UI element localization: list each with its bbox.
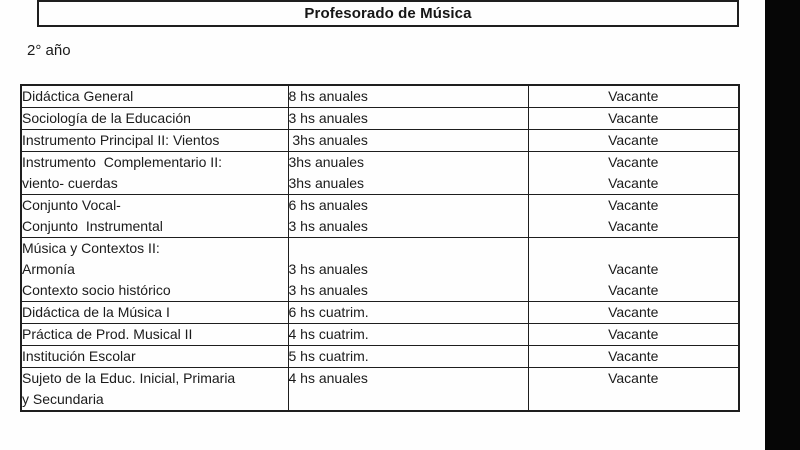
- year-label: 2° año: [27, 42, 71, 59]
- hours-cell: [288, 302, 528, 324]
- cell-line: 3 hs anuales: [288, 261, 368, 277]
- cell-line: Didáctica de la Música I: [22, 304, 170, 320]
- cell-line: 8 hs anuales: [288, 88, 368, 104]
- cell-line: 4 hs cuatrim.: [288, 326, 369, 342]
- cell-line: Vacante: [608, 261, 659, 277]
- status-cell: [528, 108, 739, 130]
- document-title-box: [37, 0, 739, 27]
- hours-cell: [288, 130, 528, 152]
- page-title: Profesorado de Música: [304, 5, 472, 22]
- cell-line: Vacante: [608, 282, 659, 298]
- status-cell: [528, 302, 739, 324]
- cell-line: Contexto socio histórico: [22, 282, 171, 298]
- hours-cell: [288, 368, 528, 412]
- cell-line: 3 hs anuales: [288, 218, 368, 234]
- status-cell: [528, 152, 739, 195]
- cell-line: Armonía: [22, 261, 75, 277]
- table-row: [21, 130, 739, 152]
- cell-line: [289, 238, 528, 259]
- cell-line: 5 hs cuatrim.: [288, 348, 369, 364]
- cell-line: Conjunto Vocal-: [22, 197, 121, 213]
- subject-cell: [21, 85, 288, 108]
- status-cell: [528, 368, 739, 412]
- cell-line: Vacante: [608, 88, 659, 104]
- cell-line: Vacante: [608, 326, 659, 342]
- cell-line: Vacante: [608, 370, 659, 386]
- cell-line: 4 hs anuales: [288, 370, 368, 386]
- hours-cell: [288, 85, 528, 108]
- cell-line: Práctica de Prod. Musical II: [22, 326, 193, 342]
- table-row: [21, 195, 739, 238]
- cell-line: Instrumento Principal II: Vientos: [22, 132, 220, 148]
- status-cell: [528, 346, 739, 368]
- course-schedule-table: [20, 84, 740, 412]
- right-black-strip: [765, 0, 800, 450]
- cell-line: Música y Contextos II:: [22, 240, 160, 256]
- cell-line: 3 hs anuales: [288, 282, 368, 298]
- subject-cell: [21, 130, 288, 152]
- table-row: [21, 302, 739, 324]
- cell-line: Didáctica General: [22, 88, 134, 104]
- cell-line: Vacante: [608, 304, 659, 320]
- cell-line: Vacante: [608, 132, 659, 148]
- hours-cell: [288, 108, 528, 130]
- table-row: [21, 368, 739, 412]
- cell-line: [529, 238, 739, 259]
- hours-cell: [288, 152, 528, 195]
- cell-line: 6 hs cuatrim.: [288, 304, 369, 320]
- subject-cell: [21, 302, 288, 324]
- subject-cell: [21, 195, 288, 238]
- cell-line: y Secundaria: [22, 391, 104, 407]
- status-cell: [528, 195, 739, 238]
- hours-cell: [288, 238, 528, 302]
- subject-cell: [21, 346, 288, 368]
- cell-line: Sociología de la Educación: [22, 110, 191, 126]
- cell-line: Sujeto de la Educ. Inicial, Primaria: [22, 370, 236, 386]
- cell-line: 3 hs anuales: [288, 110, 368, 126]
- status-cell: [528, 238, 739, 302]
- table-row: [21, 238, 739, 302]
- table-row: [21, 346, 739, 368]
- subject-cell: [21, 368, 288, 412]
- cell-line: Vacante: [608, 154, 659, 170]
- cell-line: Vacante: [608, 175, 659, 191]
- cell-line: Vacante: [608, 348, 659, 364]
- cell-line: Vacante: [608, 218, 659, 234]
- cell-line: viento- cuerdas: [22, 175, 118, 191]
- cell-line: Vacante: [608, 197, 659, 213]
- cell-line: 6 hs anuales: [288, 197, 368, 213]
- subject-cell: [21, 324, 288, 346]
- cell-line: Vacante: [608, 110, 659, 126]
- table-row: [21, 85, 739, 108]
- cell-line: Institución Escolar: [22, 348, 136, 364]
- table-row: [21, 152, 739, 195]
- subject-cell: [21, 238, 288, 302]
- hours-cell: [288, 195, 528, 238]
- status-cell: [528, 324, 739, 346]
- table-row: [21, 324, 739, 346]
- subject-cell: [21, 152, 288, 195]
- status-cell: [528, 85, 739, 108]
- hours-cell: [288, 346, 528, 368]
- cell-line: 3hs anuales: [288, 175, 365, 191]
- cell-line: Instrumento Complementario II:: [22, 154, 222, 170]
- hours-cell: [288, 324, 528, 346]
- cell-line: Conjunto Instrumental: [22, 218, 163, 234]
- table-row: [21, 108, 739, 130]
- subject-cell: [21, 108, 288, 130]
- cell-line: 3hs anuales: [288, 132, 368, 148]
- cell-line: 3hs anuales: [288, 154, 365, 170]
- status-cell: [528, 130, 739, 152]
